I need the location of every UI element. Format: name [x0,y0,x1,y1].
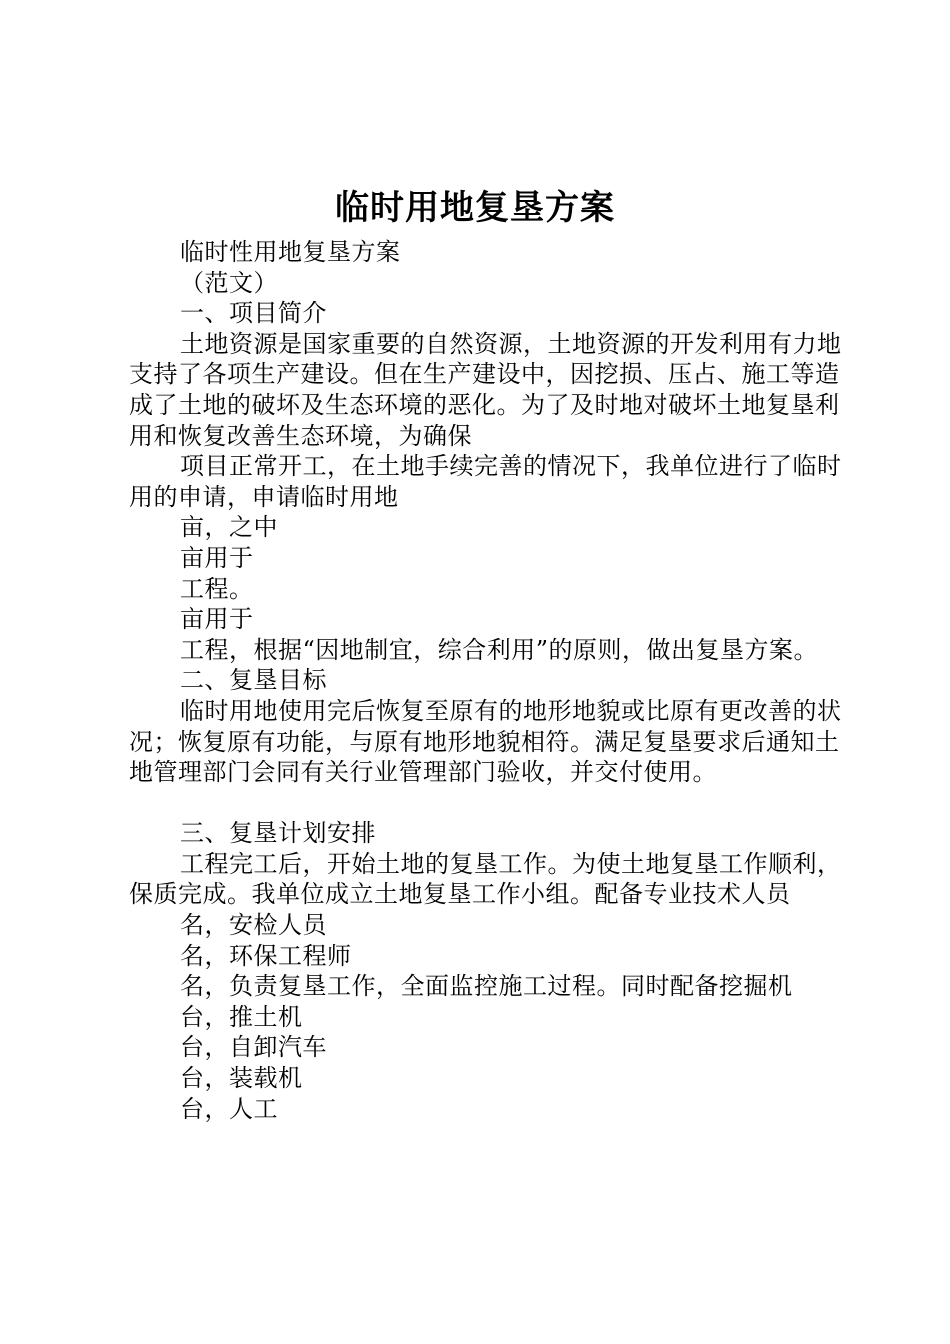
paragraph-intro: 土地资源是国家重要的自然资源，土地资源的开发利用有力地支持了各项生产建设。但在生产建设中，因挖损、压占、施工等造成了土地的破坏及生态环境的恶化。为了及时地对破坏土地复垦利用和恢复改善生态环境，为确保 [129,329,842,450]
paragraph-goal: 临时用地使用完后恢复至原有的地形地貌或比原有更改善的状况；恢复原有功能，与原有地形地貌相符。满足复垦要求后通知土地管理部门会同有关行业管理部门验收，并交付使用。 [129,696,842,787]
document-body [129,237,849,1124]
paragraph-line: 亩用于 [180,605,254,634]
paragraph-principle: 工程，根据“因地制宜，综合利用”的原则，做出复垦方案。 [180,635,819,664]
paragraph-line: 亩用于 [180,543,254,572]
section-heading-3: 三、复垦计划安排 [180,819,376,848]
blank-line [129,788,849,819]
subtitle-line: 临时性用地复垦方案 [180,238,401,266]
paragraph-line: 亩，之中 [180,513,278,542]
paragraph-line: 台，装载机 [180,1064,303,1093]
paragraph-plan: 工程完工后，开始土地的复垦工作。为使土地复垦工作顺利，保质完成。我单位成立土地复垦工作小组。配备专业技术人员 [129,849,842,909]
section-heading-1: 一、项目简介 [180,299,327,328]
paragraph-line: 名，负责复垦工作，全面监控施工过程。同时配备挖掘机 [180,972,793,1001]
paragraph-line: 台，推土机 [180,1002,303,1031]
paragraph-application: 项目正常开工，在土地手续完善的情况下，我单位进行了临时用的申请，申请临时用地 [129,452,842,511]
paragraph-line: 台，人工 [180,1094,278,1123]
document-title: 临时用地复垦方案 [335,188,615,228]
fanwen-line: （范文） [180,268,278,297]
paragraph-line: 名，安检人员 [180,911,327,940]
paragraph-line: 台，自卸汽车 [180,1033,327,1062]
paragraph-line: 名，环保工程师 [180,941,352,970]
section-heading-2: 二、复垦目标 [180,666,327,695]
paragraph-line: 工程。 [180,574,254,603]
